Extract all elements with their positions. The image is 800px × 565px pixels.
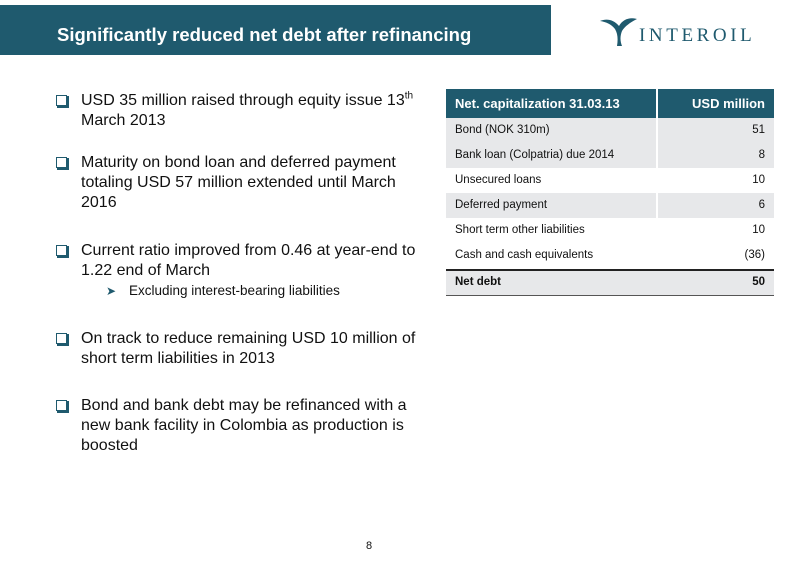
row-label: Unsecured loans	[455, 174, 542, 186]
table-header	[446, 89, 774, 118]
page-title: Significantly reduced net debt after refinancing	[57, 24, 472, 45]
row-value: 8	[758, 149, 765, 161]
total-label: Net debt	[455, 276, 501, 288]
arrow-bullet-icon: ➤	[106, 284, 117, 298]
row-value: (36)	[744, 249, 765, 261]
row-value: 51	[752, 124, 765, 136]
bullet-text: Bond and bank debt may be refinanced with a new bank facility in Colombia as production is boosted	[81, 397, 407, 454]
table-bottom-rule	[446, 295, 774, 296]
table-row	[446, 118, 774, 143]
sub-bullet-text: Excluding interest-bearing liabilities	[129, 283, 340, 298]
title-bar	[0, 5, 551, 55]
row-value: 10	[752, 224, 765, 236]
table-row	[446, 243, 774, 268]
row-label: Bank loan (Colpatria) due 2014	[455, 149, 615, 161]
table-header-label: Net. capitalization 31.03.13	[455, 96, 620, 111]
row-value: 6	[758, 199, 765, 211]
whale-tail-icon	[598, 14, 638, 48]
table-row	[446, 218, 774, 243]
bullet-text: USD 35 million raised through equity issue 13th March 2013	[81, 90, 414, 129]
logo-wordmark: INTEROIL	[639, 25, 756, 46]
table-header-unit: USD million	[692, 96, 765, 111]
bullet-text: On track to reduce remaining USD 10 million of short term liabilities in 2013	[81, 330, 416, 367]
row-label: Cash and cash equivalents	[455, 249, 594, 261]
company-logo	[598, 14, 768, 54]
bullet-text: Maturity on bond loan and deferred payment totaling USD 57 million extended until March 2016	[81, 154, 396, 211]
checkbox-bullet-icon	[56, 400, 67, 411]
row-label: Bond (NOK 310m)	[455, 124, 550, 136]
table-row	[446, 168, 774, 193]
table-row	[446, 193, 774, 218]
total-value: 50	[752, 276, 765, 288]
checkbox-bullet-icon	[56, 333, 67, 344]
row-label: Short term other liabilities	[455, 224, 585, 236]
row-label: Deferred payment	[455, 199, 548, 211]
checkbox-bullet-icon	[56, 157, 67, 168]
checkbox-bullet-icon	[56, 95, 67, 106]
table-row	[446, 143, 774, 168]
row-value: 10	[752, 174, 765, 186]
page-number: 8	[366, 540, 373, 552]
table-total-row	[446, 271, 774, 295]
bullet-text: Current ratio improved from 0.46 at year-end to 1.22 end of March	[81, 242, 416, 279]
checkbox-bullet-icon	[56, 245, 67, 256]
